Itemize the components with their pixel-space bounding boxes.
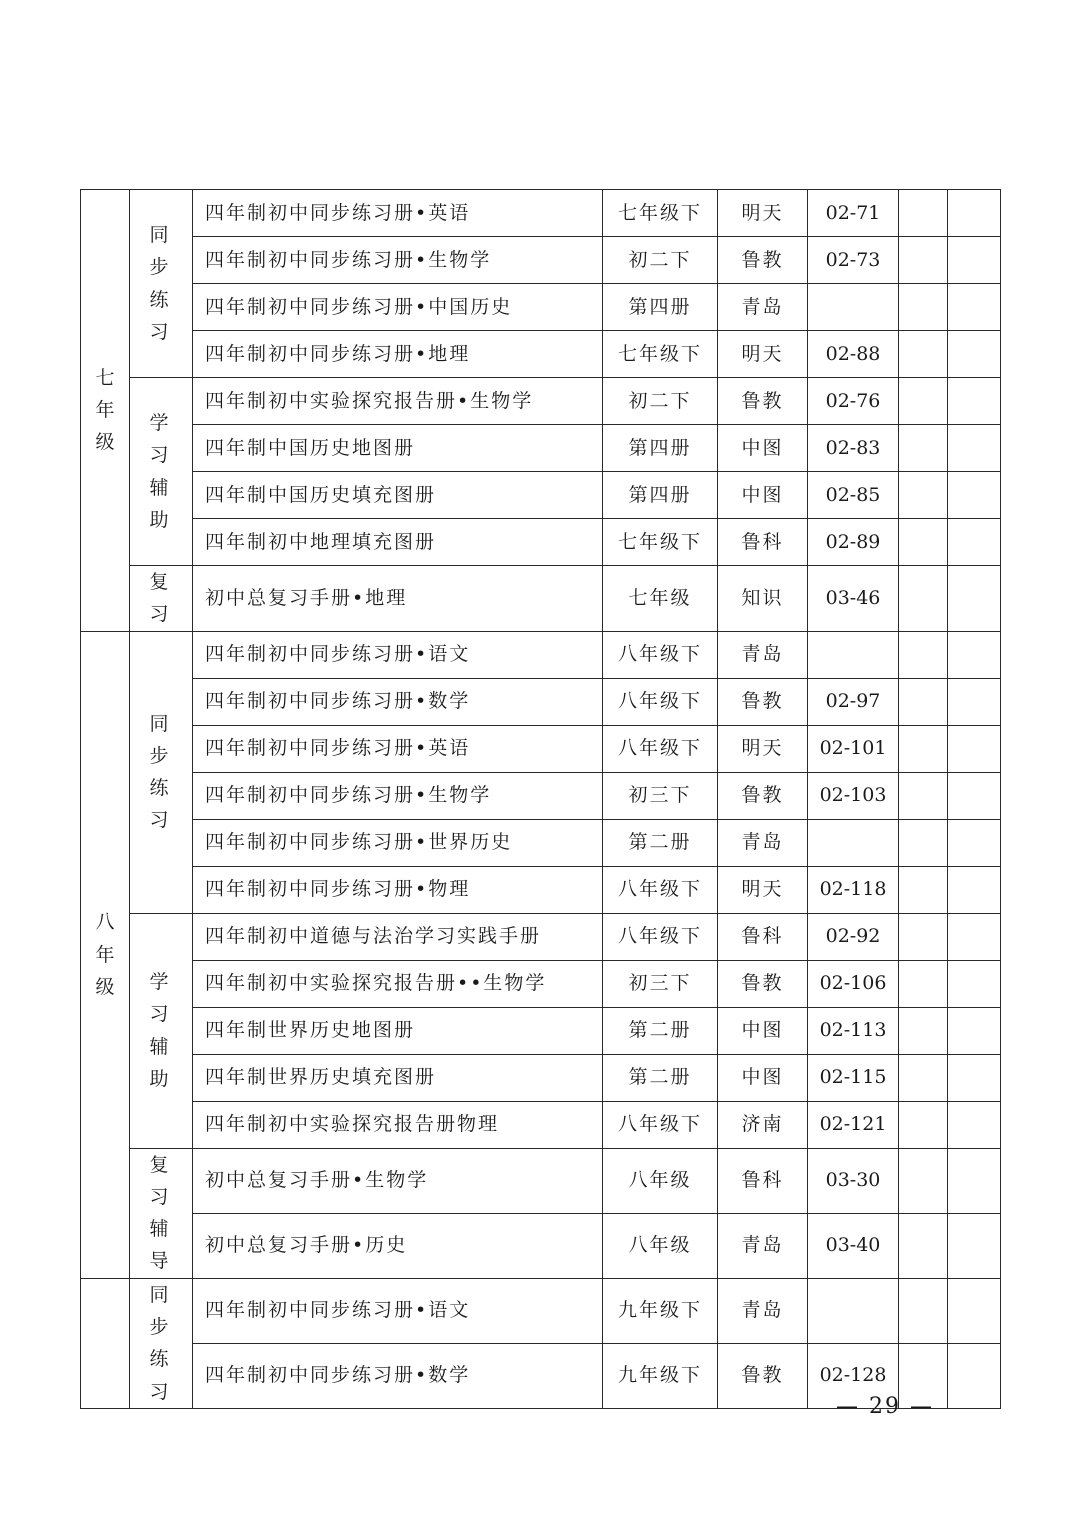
empty-cell — [899, 913, 948, 960]
code-cell: 02-83 — [808, 425, 899, 472]
empty-cell — [948, 519, 1001, 566]
volume-cell: 第四册 — [603, 284, 718, 331]
publisher-cell: 明天 — [718, 866, 808, 913]
table-row — [81, 566, 1001, 632]
empty-cell — [899, 631, 948, 678]
publisher-cell: 中图 — [718, 1007, 808, 1054]
book-title-cell: 四年制初中同步练习册•中国历史 — [193, 284, 603, 331]
volume-cell: 九年级下 — [603, 1343, 718, 1408]
empty-cell — [899, 425, 948, 472]
textbook-table — [80, 189, 1001, 1409]
volume-cell: 七年级下 — [603, 519, 718, 566]
empty-cell — [948, 331, 1001, 378]
empty-cell — [948, 237, 1001, 284]
empty-cell — [899, 772, 948, 819]
empty-cell — [899, 960, 948, 1007]
table-row — [81, 519, 1001, 566]
code-cell: 02-89 — [808, 519, 899, 566]
volume-cell: 初三下 — [603, 772, 718, 819]
publisher-cell: 青岛 — [718, 1278, 808, 1343]
code-cell: 03-30 — [808, 1148, 899, 1213]
grade-cell — [81, 1278, 130, 1408]
grade-label: 八年级 — [95, 911, 115, 998]
empty-cell — [899, 519, 948, 566]
empty-cell — [948, 1007, 1001, 1054]
volume-cell: 第二册 — [603, 819, 718, 866]
book-title-cell: 四年制中国历史地图册 — [193, 425, 603, 472]
book-title-cell: 四年制初中同步练习册•地理 — [193, 331, 603, 378]
category-cell — [130, 566, 193, 632]
table-row — [81, 425, 1001, 472]
category-label: 学习辅助 — [149, 971, 173, 1090]
empty-cell — [899, 566, 948, 632]
code-cell: 02-121 — [808, 1101, 899, 1148]
table-row — [81, 1007, 1001, 1054]
empty-cell — [899, 472, 948, 519]
table-row — [81, 331, 1001, 378]
volume-cell: 第四册 — [603, 472, 718, 519]
code-cell: 02-85 — [808, 472, 899, 519]
category-cell — [130, 631, 193, 913]
empty-cell — [948, 1213, 1001, 1278]
category-label: 复习辅导 — [149, 1153, 173, 1273]
code-cell — [808, 1278, 899, 1343]
book-title-cell: 四年制初中同步练习册•物理 — [193, 866, 603, 913]
volume-cell: 七年级下 — [603, 331, 718, 378]
publisher-cell: 中图 — [718, 425, 808, 472]
code-cell: 02-88 — [808, 331, 899, 378]
empty-cell — [948, 631, 1001, 678]
category-label: 同步练习 — [149, 223, 173, 343]
category-label: 复习 — [149, 571, 173, 626]
empty-cell — [899, 725, 948, 772]
publisher-cell: 济南 — [718, 1101, 808, 1148]
empty-cell — [948, 1054, 1001, 1101]
category-cell — [130, 1148, 193, 1278]
code-cell: 02-106 — [808, 960, 899, 1007]
volume-cell: 八年级下 — [603, 725, 718, 772]
volume-cell: 初三下 — [603, 960, 718, 1007]
publisher-cell: 鲁科 — [718, 519, 808, 566]
empty-cell — [948, 678, 1001, 725]
grade-label: 七年级 — [95, 366, 115, 454]
category-label: 同步练习 — [149, 1283, 173, 1403]
publisher-cell: 鲁科 — [718, 1148, 808, 1213]
empty-cell — [899, 190, 948, 237]
book-title-cell: 初中总复习手册•历史 — [193, 1213, 603, 1278]
publisher-cell: 鲁科 — [718, 913, 808, 960]
book-title-cell: 四年制初中地理填充图册 — [193, 519, 603, 566]
empty-cell — [948, 1343, 1001, 1408]
code-cell — [808, 819, 899, 866]
table-row — [81, 819, 1001, 866]
code-cell: 03-46 — [808, 566, 899, 632]
table-row — [81, 472, 1001, 519]
table-row — [81, 960, 1001, 1007]
empty-cell — [948, 566, 1001, 632]
book-title-cell: 四年制初中同步练习册•生物学 — [193, 237, 603, 284]
book-title-cell: 四年制初中同步练习册•世界历史 — [193, 819, 603, 866]
book-title-cell: 四年制初中实验探究报告册•生物学 — [193, 378, 603, 425]
publisher-cell: 青岛 — [718, 284, 808, 331]
book-title-cell: 四年制初中道德与法治学习实践手册 — [193, 913, 603, 960]
empty-cell — [948, 960, 1001, 1007]
publisher-cell: 鲁教 — [718, 772, 808, 819]
publisher-cell: 明天 — [718, 190, 808, 237]
table-row — [81, 190, 1001, 237]
book-title-cell: 四年制初中同步练习册•数学 — [193, 1343, 603, 1408]
volume-cell: 七年级 — [603, 566, 718, 632]
code-cell: 03-40 — [808, 1213, 899, 1278]
table-row — [81, 866, 1001, 913]
publisher-cell: 中图 — [718, 1054, 808, 1101]
book-title-cell: 初中总复习手册•地理 — [193, 566, 603, 632]
publisher-cell: 鲁教 — [718, 378, 808, 425]
code-cell: 02-71 — [808, 190, 899, 237]
book-title-cell: 四年制世界历史地图册 — [193, 1007, 603, 1054]
empty-cell — [948, 190, 1001, 237]
code-cell: 02-113 — [808, 1007, 899, 1054]
empty-cell — [899, 1054, 948, 1101]
book-title-cell: 四年制初中同步练习册•英语 — [193, 725, 603, 772]
code-cell: 02-115 — [808, 1054, 899, 1101]
book-title-cell: 四年制世界历史填充图册 — [193, 1054, 603, 1101]
code-cell — [808, 284, 899, 331]
volume-cell: 八年级 — [603, 1148, 718, 1213]
category-cell — [130, 190, 193, 378]
publisher-cell: 鲁教 — [718, 237, 808, 284]
code-cell — [808, 631, 899, 678]
empty-cell — [948, 1278, 1001, 1343]
empty-cell — [948, 913, 1001, 960]
empty-cell — [948, 472, 1001, 519]
code-cell: 02-101 — [808, 725, 899, 772]
empty-cell — [948, 725, 1001, 772]
code-cell: 02-92 — [808, 913, 899, 960]
table-row — [81, 772, 1001, 819]
publisher-cell: 明天 — [718, 725, 808, 772]
volume-cell: 九年级下 — [603, 1278, 718, 1343]
book-title-cell: 初中总复习手册•生物学 — [193, 1148, 603, 1213]
empty-cell — [899, 1148, 948, 1213]
code-cell: 02-97 — [808, 678, 899, 725]
grade-cell — [81, 631, 130, 1278]
category-label: 学习辅助 — [149, 411, 173, 531]
category-cell — [130, 1278, 193, 1408]
publisher-cell: 青岛 — [718, 819, 808, 866]
category-cell — [130, 913, 193, 1148]
empty-cell — [899, 284, 948, 331]
book-title-cell: 四年制初中同步练习册•生物学 — [193, 772, 603, 819]
table-row — [81, 678, 1001, 725]
volume-cell: 八年级下 — [603, 1101, 718, 1148]
publisher-cell: 鲁教 — [718, 678, 808, 725]
publisher-cell: 中图 — [718, 472, 808, 519]
table-row — [81, 378, 1001, 425]
empty-cell — [899, 237, 948, 284]
empty-cell — [948, 1148, 1001, 1213]
book-title-cell: 四年制初中同步练习册•语文 — [193, 631, 603, 678]
table-row — [81, 237, 1001, 284]
code-cell: 02-73 — [808, 237, 899, 284]
empty-cell — [948, 819, 1001, 866]
empty-cell — [948, 866, 1001, 913]
book-title-cell: 四年制初中同步练习册•数学 — [193, 678, 603, 725]
table-row — [81, 1101, 1001, 1148]
category-cell — [130, 378, 193, 566]
table-row — [81, 284, 1001, 331]
code-cell: 02-76 — [808, 378, 899, 425]
table-row — [81, 1213, 1001, 1278]
table-row — [81, 631, 1001, 678]
book-title-cell: 四年制初中同步练习册•英语 — [193, 190, 603, 237]
publisher-cell: 鲁教 — [718, 960, 808, 1007]
empty-cell — [899, 1278, 948, 1343]
volume-cell: 八年级下 — [603, 913, 718, 960]
empty-cell — [948, 772, 1001, 819]
empty-cell — [899, 866, 948, 913]
volume-cell: 初二下 — [603, 378, 718, 425]
volume-cell: 八年级下 — [603, 866, 718, 913]
empty-cell — [899, 1007, 948, 1054]
publisher-cell: 知识 — [718, 566, 808, 632]
publisher-cell: 明天 — [718, 331, 808, 378]
empty-cell — [899, 378, 948, 425]
grade-cell — [81, 190, 130, 632]
table-body — [81, 190, 1001, 1409]
empty-cell — [899, 331, 948, 378]
empty-cell — [948, 378, 1001, 425]
empty-cell — [899, 819, 948, 866]
table-row — [81, 1278, 1001, 1343]
volume-cell: 第二册 — [603, 1054, 718, 1101]
table-row — [81, 913, 1001, 960]
empty-cell — [899, 1101, 948, 1148]
book-title-cell: 四年制初中同步练习册•语文 — [193, 1278, 603, 1343]
page-number: — 29 — — [836, 1394, 934, 1419]
code-cell: 02-118 — [808, 866, 899, 913]
volume-cell: 初二下 — [603, 237, 718, 284]
book-title-cell: 四年制中国历史填充图册 — [193, 472, 603, 519]
volume-cell: 八年级下 — [603, 678, 718, 725]
table-row — [81, 1148, 1001, 1213]
table-row — [81, 725, 1001, 772]
code-cell: 02-128 — [808, 1343, 899, 1408]
book-title-cell: 四年制初中实验探究报告册物理 — [193, 1101, 603, 1148]
category-label: 同步练习 — [149, 712, 173, 832]
code-cell: 02-103 — [808, 772, 899, 819]
table-row — [81, 1054, 1001, 1101]
publisher-cell: 青岛 — [718, 1213, 808, 1278]
publisher-cell: 青岛 — [718, 631, 808, 678]
empty-cell — [948, 425, 1001, 472]
empty-cell — [899, 678, 948, 725]
empty-cell — [899, 1213, 948, 1278]
empty-cell — [948, 1101, 1001, 1148]
book-title-cell: 四年制初中实验探究报告册••生物学 — [193, 960, 603, 1007]
volume-cell: 第二册 — [603, 1007, 718, 1054]
volume-cell: 八年级 — [603, 1213, 718, 1278]
publisher-cell: 鲁教 — [718, 1343, 808, 1408]
volume-cell: 七年级下 — [603, 190, 718, 237]
empty-cell — [948, 284, 1001, 331]
volume-cell: 八年级下 — [603, 631, 718, 678]
volume-cell: 第四册 — [603, 425, 718, 472]
